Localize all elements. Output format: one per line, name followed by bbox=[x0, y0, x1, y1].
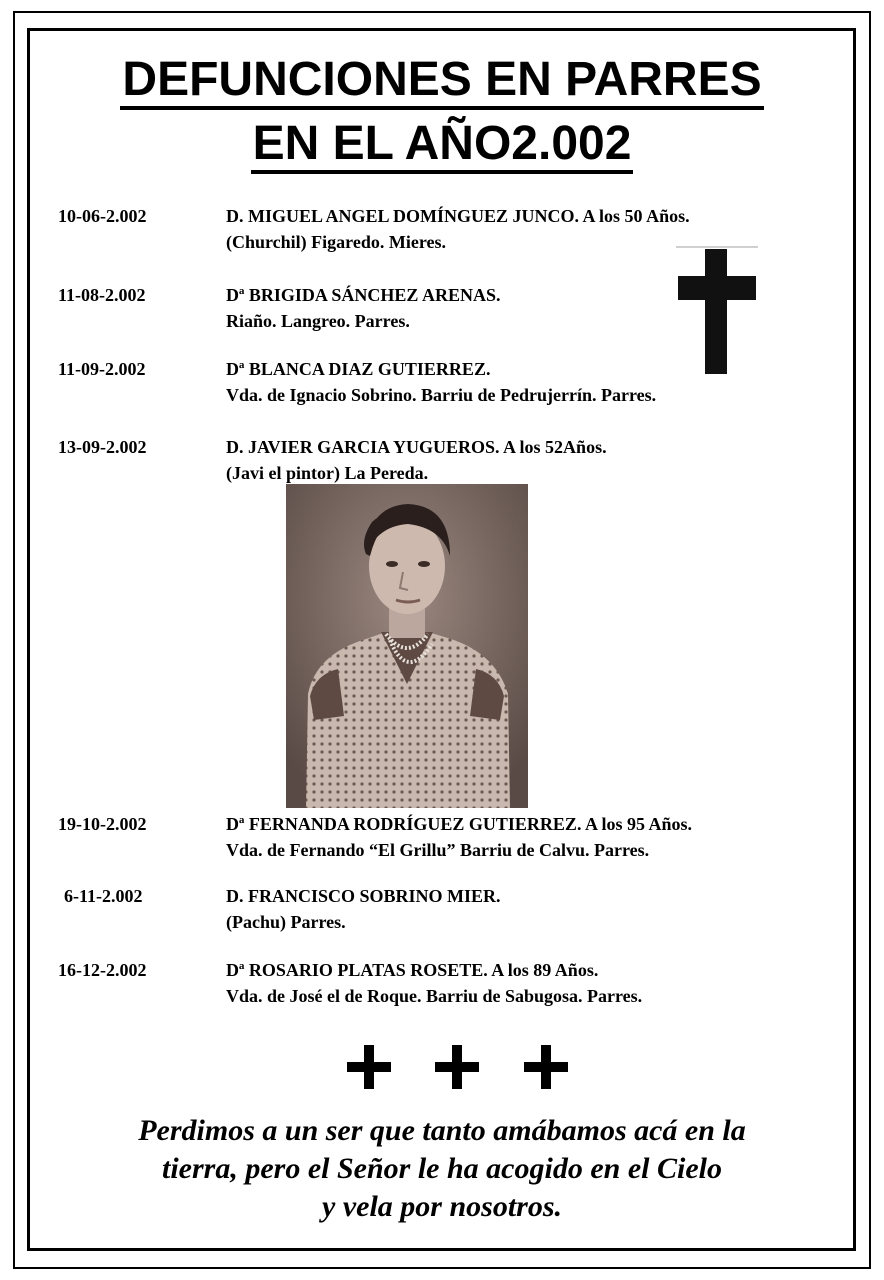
closing-line-2: tierra, pero el Señor le ha acogido en el Cielo bbox=[162, 1152, 722, 1185]
entry-details: Riaño. Langreo. Parres. bbox=[226, 311, 410, 331]
entry-date: 16-12-2.002 bbox=[58, 960, 147, 980]
page-title-line-1 bbox=[0, 54, 884, 106]
entry-name: Dª BLANCA DIAZ GUTIERREZ. bbox=[226, 359, 491, 379]
entry-details: (Pachu) Parres. bbox=[226, 912, 346, 932]
closing-line-1: Perdimos a un ser que tanto amábamos acá en la bbox=[138, 1114, 746, 1147]
entry-date: 13-09-2.002 bbox=[58, 437, 147, 457]
plus-cross-icon bbox=[524, 1045, 568, 1089]
entry-name: Dª BRIGIDA SÁNCHEZ ARENAS. bbox=[226, 285, 501, 305]
entry-name: D. MIGUEL ANGEL DOMÍNGUEZ JUNCO. A los 50 Años. bbox=[226, 206, 690, 226]
three-crosses bbox=[0, 1040, 884, 1096]
portrait-photo bbox=[286, 484, 528, 808]
title-text-1: DEFUNCIONES EN PARRES bbox=[120, 53, 763, 110]
entry-details: Vda. de Fernando “El Grillu” Barriu de Calvu. Parres. bbox=[226, 840, 650, 860]
page-title-line-2 bbox=[0, 118, 884, 170]
entry-date: 10-06-2.002 bbox=[58, 206, 147, 226]
entry-name: D. JAVIER GARCIA YUGUEROS. A los 52Años. bbox=[226, 437, 607, 457]
closing-line-3: y vela por nosotros. bbox=[322, 1190, 562, 1223]
plus-cross-icon bbox=[347, 1045, 391, 1089]
entry-date: 6-11-2.002 bbox=[64, 886, 143, 906]
latin-cross-icon bbox=[676, 246, 758, 374]
entry-name: Dª FERNANDA RODRÍGUEZ GUTIERREZ. A los 95 Años. bbox=[226, 814, 692, 834]
entry-details: Vda. de Ignacio Sobrino. Barriu de Pedrujerrín. Parres. bbox=[226, 385, 657, 405]
entry-date: 11-08-2.002 bbox=[58, 285, 146, 305]
entry-name: D. FRANCISCO SOBRINO MIER. bbox=[226, 886, 501, 906]
entry-date: 19-10-2.002 bbox=[58, 814, 147, 834]
closing-message bbox=[0, 1112, 884, 1226]
entry-date: 11-09-2.002 bbox=[58, 359, 146, 379]
plus-cross-icon bbox=[435, 1045, 479, 1089]
entry-details: (Churchil) Figaredo. Mieres. bbox=[226, 232, 446, 252]
title-text-2: EN EL AÑO2.002 bbox=[251, 117, 634, 174]
entry-details: (Javi el pintor) La Pereda. bbox=[226, 463, 429, 483]
entry-details: Vda. de José el de Roque. Barriu de Sabugosa. Parres. bbox=[226, 986, 643, 1006]
entry-name: Dª ROSARIO PLATAS ROSETE. A los 89 Años. bbox=[226, 960, 599, 980]
